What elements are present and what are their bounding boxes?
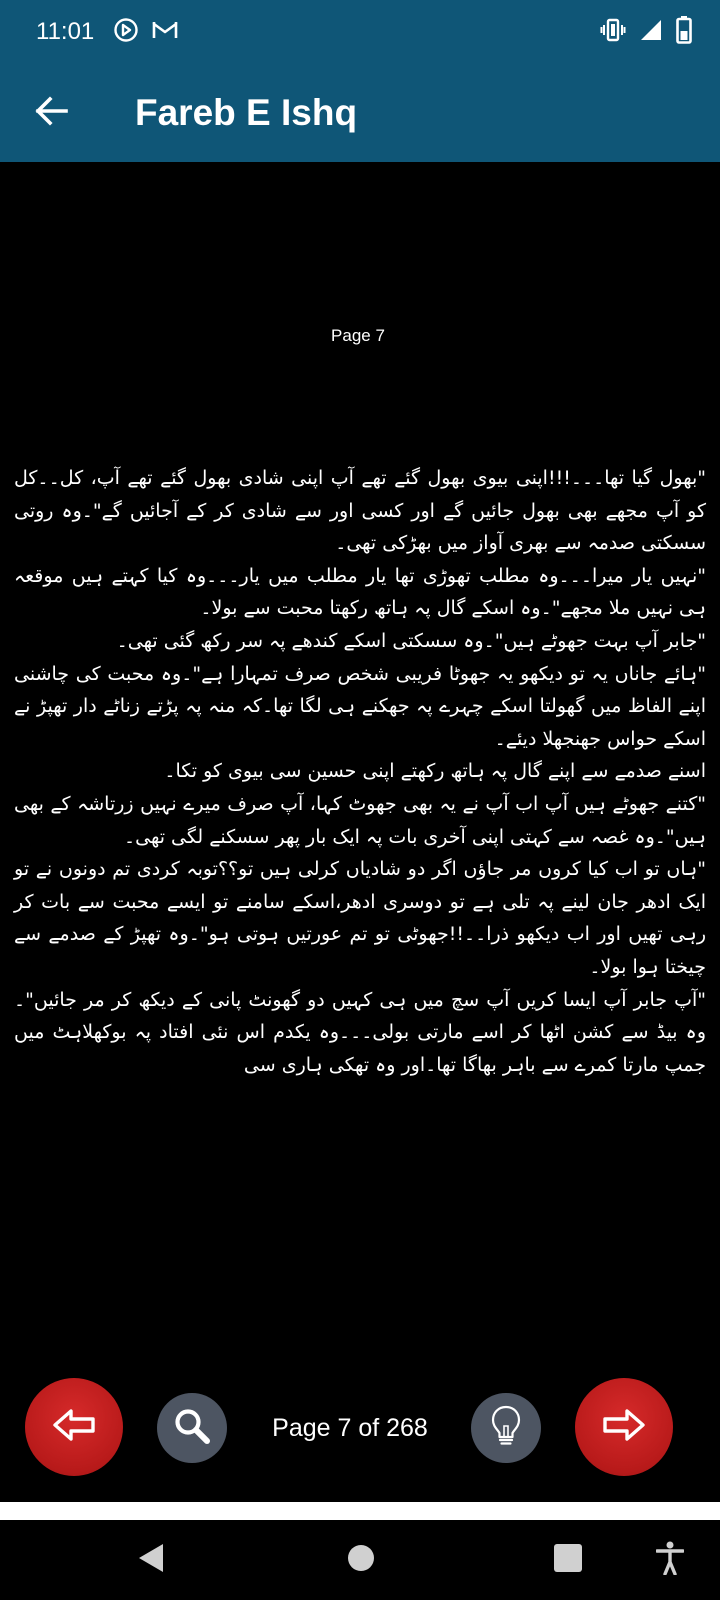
nav-recents-icon [553, 1543, 583, 1577]
story-paragraph: "نہیں یار میرا۔۔۔وہ مطلب تھوڑی تھا یار مطلب میں یار۔۔۔وہ کیا کہتے ہیں موقعہ ہی نہیں ملا مجھے"۔وہ اسکے گال پہ ہاتھ رکھتا محبت سے بولا۔ [14, 564, 706, 620]
status-notification-icons [113, 18, 179, 46]
gmail-icon [151, 19, 179, 45]
arrow-right-outline-icon [602, 1408, 646, 1446]
story-paragraph: "ہائے جاناں یہ تو دیکھو یہ جھوٹا فریبی شخص صرف تمہارا ہے"۔وہ محبت کی چاشنی اپنے الفاظ میں گھولتا اسکے چہرے پہ جھکنے ہی لگا تھا۔کہ منہ پہ پڑتے زناٹے دار تھپڑ نے اسکے حواس جھنجھلا دیئے۔ [14, 662, 706, 750]
status-system-icons [600, 16, 692, 48]
search-icon [172, 1406, 212, 1450]
story-paragraph: اسنے صدمے سے اپنے گال پہ ہاتھ رکھتے اپنی حسین سی بیوی کو تکا۔ [164, 760, 706, 783]
nav-back-icon [137, 1543, 165, 1577]
nav-recents-button[interactable] [538, 1530, 598, 1590]
status-bar [0, 0, 720, 64]
story-paragraph: "آپ جابر آپ ایسا کریں آپ سچ میں ہی کہیں دو گھونٹ پانی کے دیکھ کر مر جائیں"۔وہ بیڈ سے کشن اٹھا کر اسے مارتی بولی۔۔۔وہ یکدم اس نئی افتاد پہ بوکھلاہٹ میں جمپ مارتا کمرے سے باہر بھاگا تھا۔اور وہ تھکی ہاری سی [14, 988, 706, 1076]
nav-home-button[interactable] [331, 1530, 391, 1590]
arrow-left-outline-icon [52, 1408, 96, 1446]
page-title: Fareb E Ishq [135, 92, 358, 133]
cell-signal-icon [640, 19, 662, 45]
story-paragraph: "جابر آپ بہت جھوٹے ہیں"۔وہ سسکتی اسکے کندھے پہ سر رکھ گئی تھی۔ [116, 629, 706, 652]
accessibility-button[interactable] [640, 1530, 700, 1590]
vibrate-icon [600, 17, 626, 47]
story-text [14, 462, 706, 1081]
arrow-left-icon [34, 96, 68, 130]
next-page-button[interactable] [575, 1378, 673, 1476]
page-controls [0, 1390, 720, 1510]
media-play-icon [113, 17, 139, 47]
back-button[interactable] [22, 84, 80, 142]
lightbulb-icon [491, 1405, 521, 1451]
page-label: Page 7 [331, 326, 385, 345]
page-counter: Page 7 of 268 [272, 1414, 428, 1442]
accessibility-icon [656, 1541, 684, 1579]
previous-page-button[interactable] [25, 1378, 123, 1476]
nav-back-button[interactable] [121, 1530, 181, 1590]
search-button[interactable] [157, 1393, 227, 1463]
system-nav-bar [0, 1520, 720, 1600]
story-paragraph: "کتنے جھوٹے ہیں آپ اب آپ نے یہ بھی جھوٹ کہا، آپ صرف میرے نہیں زرتاشہ کے بھی ہیں"۔وہ غصہ سے کہتی اپنی آخری بات پہ ایک بار پھر سسکنے لگی تھی۔ [14, 792, 706, 848]
divider [0, 1502, 720, 1520]
status-time: 11:01 [36, 18, 95, 45]
hint-button[interactable] [471, 1393, 541, 1463]
battery-icon [676, 16, 692, 48]
story-paragraph: "ہاں تو اب کیا کروں مر جاؤں اگر دو شادیاں کرلی ہیں تو؟؟توبہ کردی تم دونوں نے تو ایک ادھر جان لینے پہ تلی ہے تو دوسری ادھر،اسکے سامنے تو ایسے محبت سے بات کر رہی تھیں اور اب دیکھو ذرا۔۔!!جھوٹی تو تم عورتیں ہوتی ہو"۔وہ تھپڑ کے صدمے سے چیختا ہوا بولا۔ [14, 858, 706, 978]
nav-home-icon [347, 1544, 375, 1576]
app-bar [0, 64, 720, 162]
story-paragraph: "بھول گیا تھا۔۔۔!!!اپنی بیوی بھول گئے تھے آپ اپنی شادی بھول گئے تھے آپ، کل۔۔کل کو آپ مجھے بھی بھول جائیں گے اور کسی اور سے شادی کر کے آجائیں گے"۔وہ روتی سسکتی صدمہ سے بھری آواز میں بھڑکی تھی۔ [14, 467, 706, 555]
